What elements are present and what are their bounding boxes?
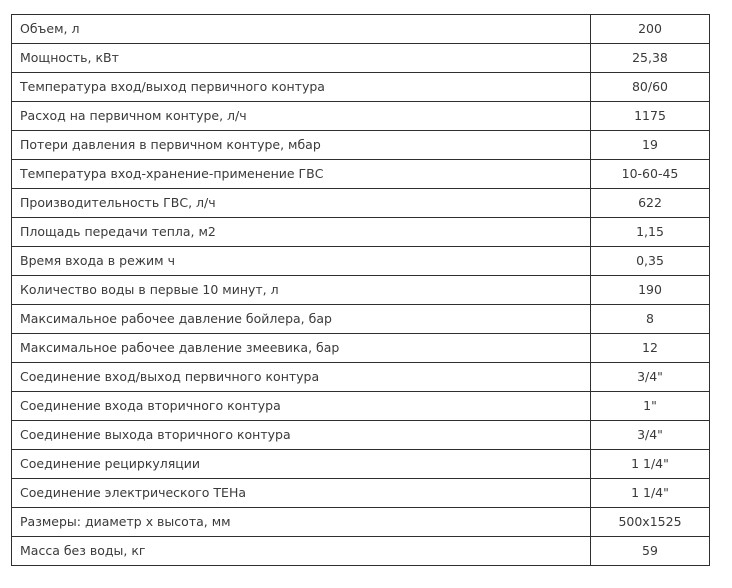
parameter-cell: Размеры: диаметр х высота, мм — [12, 508, 591, 537]
table-row — [12, 160, 710, 189]
value-cell: 3/4" — [591, 421, 710, 450]
parameter-cell: Соединение электрического ТЕНа — [12, 479, 591, 508]
table-row — [12, 73, 710, 102]
parameter-cell: Площадь передачи тепла, м2 — [12, 218, 591, 247]
parameter-cell: Количество воды в первые 10 минут, л — [12, 276, 591, 305]
value-cell: 1,15 — [591, 218, 710, 247]
parameter-cell: Соединение входа вторичного контура — [12, 392, 591, 421]
table-row — [12, 508, 710, 537]
value-cell: 1 1/4" — [591, 450, 710, 479]
parameter-cell: Расход на первичном контуре, л/ч — [12, 102, 591, 131]
parameter-cell: Потери давления в первичном контуре, мбар — [12, 131, 591, 160]
parameter-cell: Время входа в режим ч — [12, 247, 591, 276]
table-row — [12, 421, 710, 450]
table-row — [12, 334, 710, 363]
parameter-cell: Максимальное рабочее давление бойлера, бар — [12, 305, 591, 334]
value-cell: 8 — [591, 305, 710, 334]
table-row — [12, 247, 710, 276]
table-row — [12, 15, 710, 44]
table-row — [12, 363, 710, 392]
table-row — [12, 392, 710, 421]
parameter-cell: Соединение вход/выход первичного контура — [12, 363, 591, 392]
value-cell: 1 1/4" — [591, 479, 710, 508]
value-cell: 622 — [591, 189, 710, 218]
value-cell: 200 — [591, 15, 710, 44]
parameter-cell: Соединение рециркуляции — [12, 450, 591, 479]
value-cell: 190 — [591, 276, 710, 305]
spec-table-body — [12, 15, 710, 566]
parameter-cell: Производительность ГВС, л/ч — [12, 189, 591, 218]
table-row — [12, 44, 710, 73]
parameter-cell: Мощность, кВт — [12, 44, 591, 73]
table-row — [12, 218, 710, 247]
table-row — [12, 537, 710, 566]
value-cell: 1175 — [591, 102, 710, 131]
table-row — [12, 479, 710, 508]
value-cell: 25,38 — [591, 44, 710, 73]
table-row — [12, 189, 710, 218]
value-cell: 500х1525 — [591, 508, 710, 537]
table-row — [12, 131, 710, 160]
table-row — [12, 102, 710, 131]
parameter-cell: Температура вход-хранение-применение ГВС — [12, 160, 591, 189]
value-cell: 19 — [591, 131, 710, 160]
value-cell: 12 — [591, 334, 710, 363]
value-cell: 1" — [591, 392, 710, 421]
value-cell: 3/4" — [591, 363, 710, 392]
table-row — [12, 276, 710, 305]
parameter-cell: Объем, л — [12, 15, 591, 44]
value-cell: 59 — [591, 537, 710, 566]
spec-table — [11, 14, 710, 566]
parameter-cell: Температура вход/выход первичного контура — [12, 73, 591, 102]
parameter-cell: Масса без воды, кг — [12, 537, 591, 566]
parameter-cell: Максимальное рабочее давление змеевика, бар — [12, 334, 591, 363]
value-cell: 10-60-45 — [591, 160, 710, 189]
table-row — [12, 305, 710, 334]
table-row — [12, 450, 710, 479]
value-cell: 80/60 — [591, 73, 710, 102]
parameter-cell: Соединение выхода вторичного контура — [12, 421, 591, 450]
value-cell: 0,35 — [591, 247, 710, 276]
